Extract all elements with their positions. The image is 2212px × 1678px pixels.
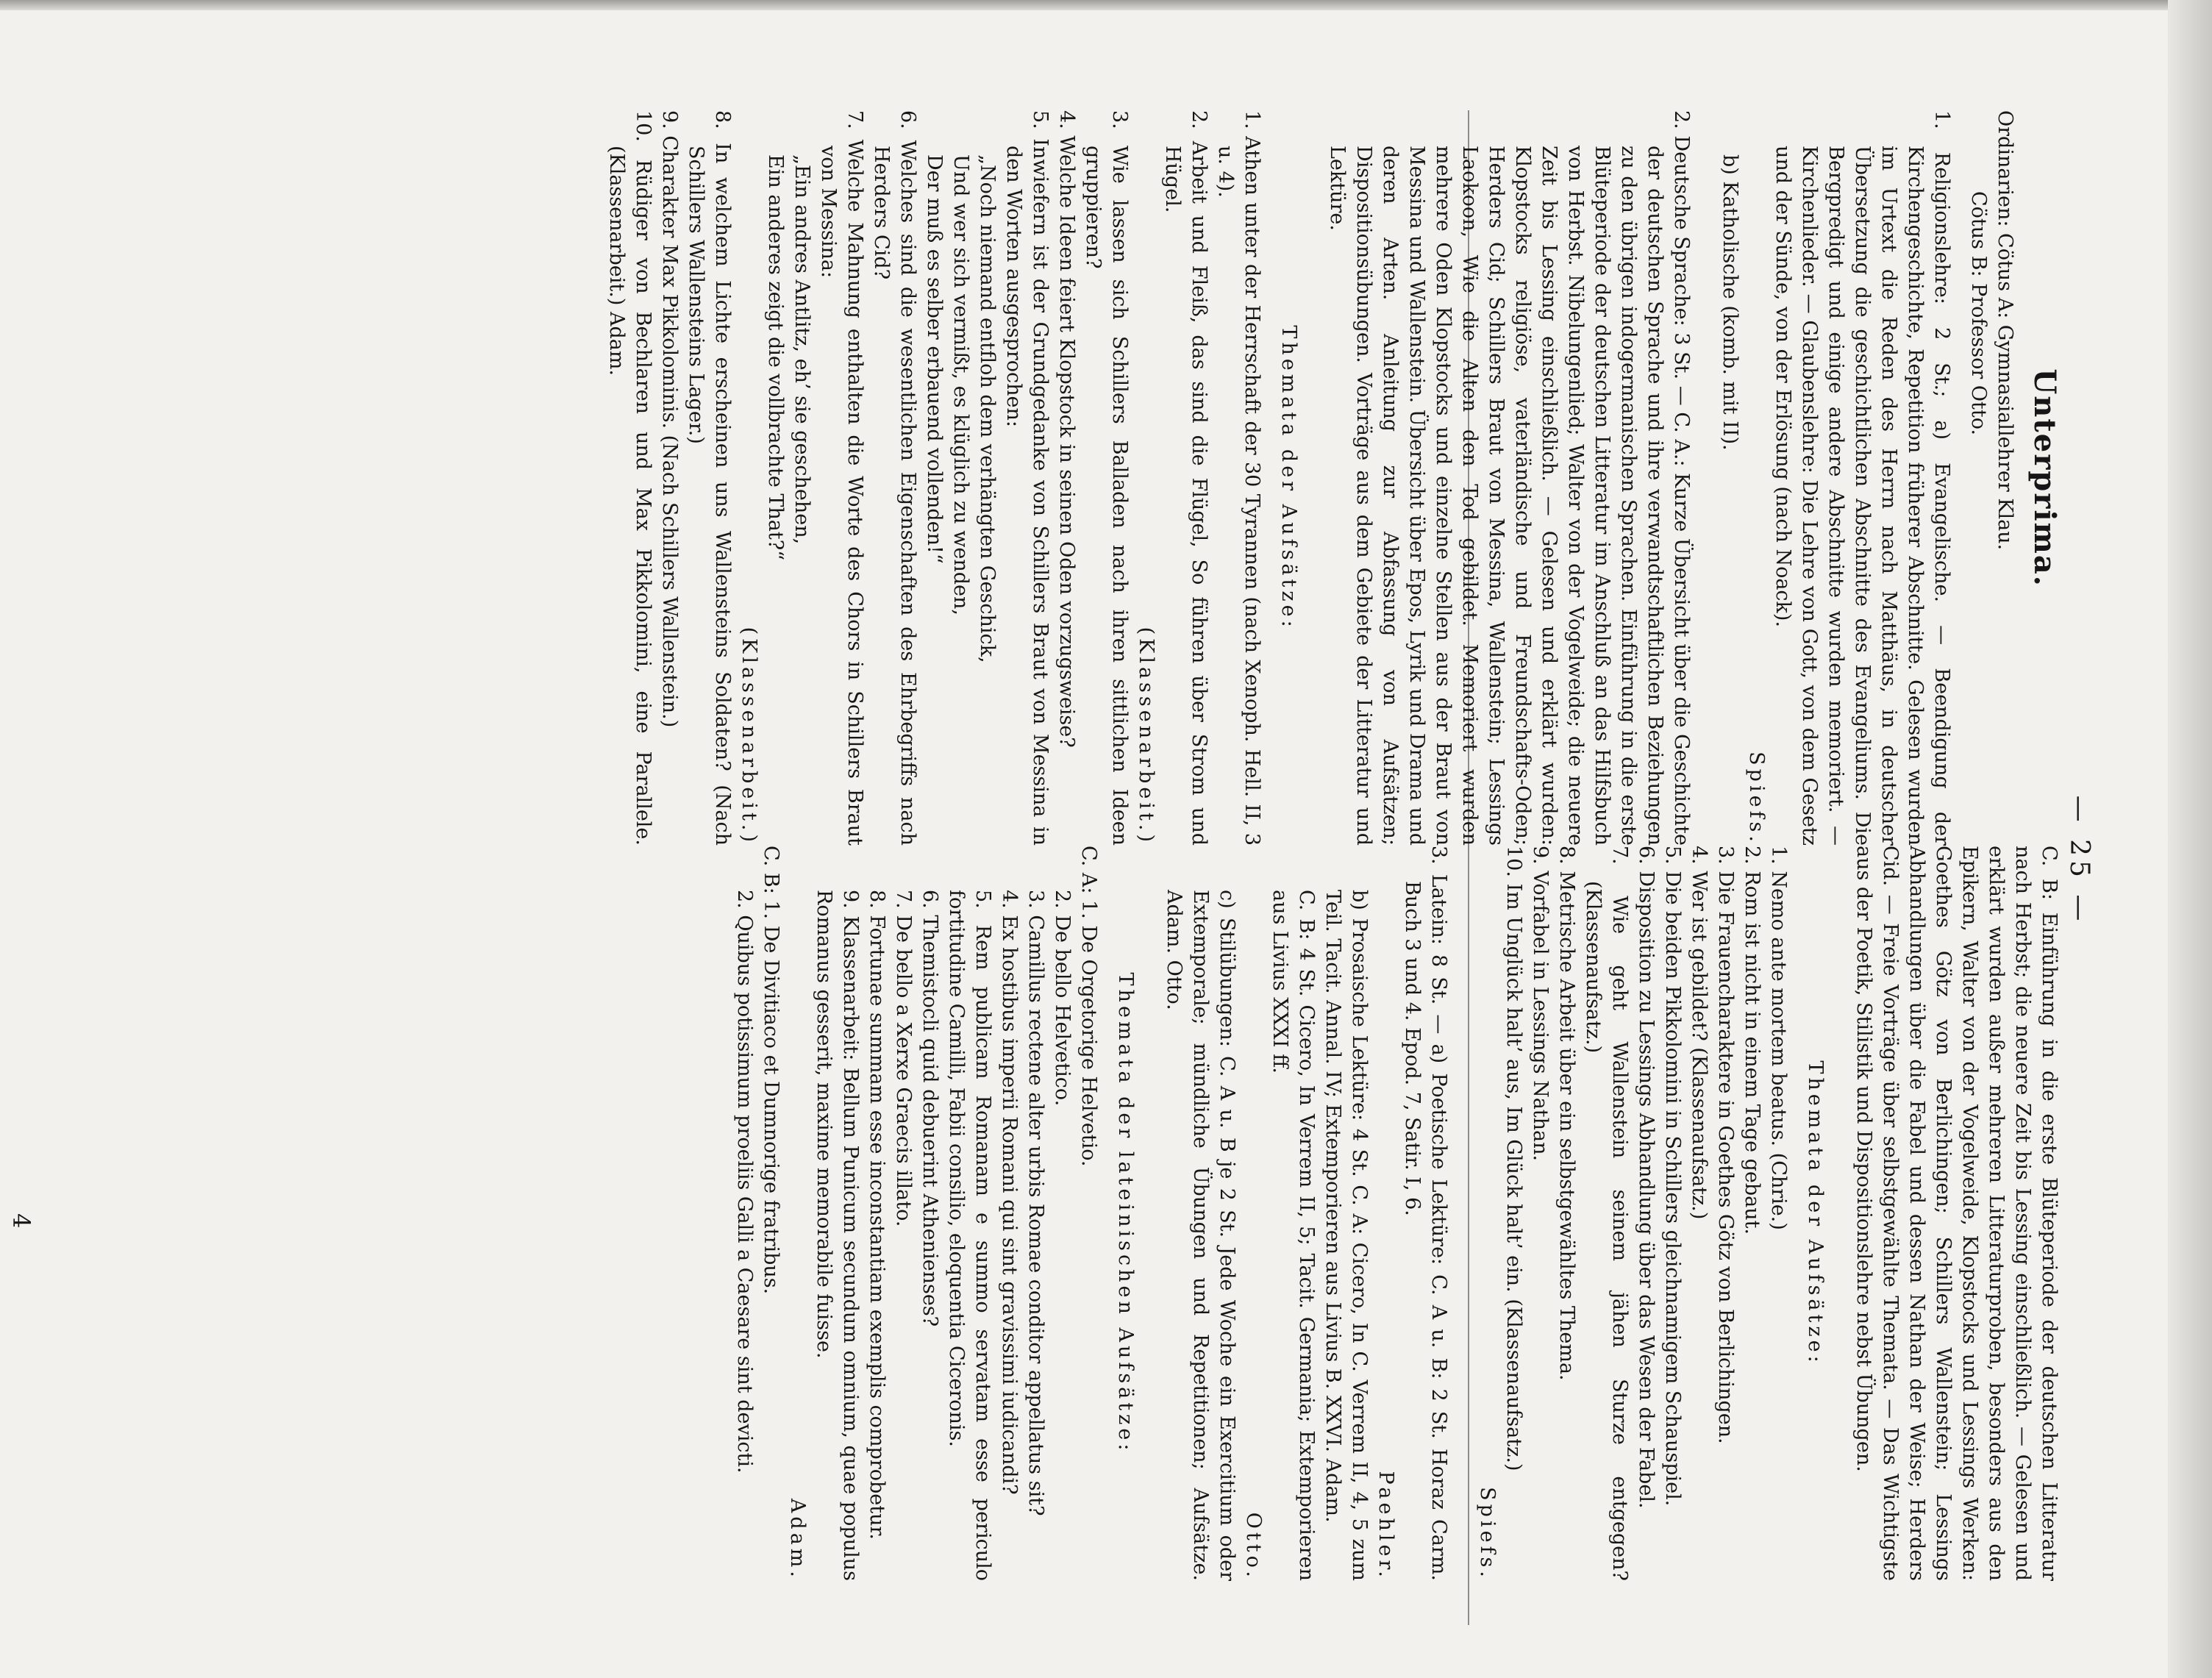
paragraph: Ein anderes zeigt die vollbrachte That?“ bbox=[764, 154, 787, 561]
left-column bbox=[603, 110, 2062, 846]
paragraph: 9. Vorfabel in Lessings Nathan. bbox=[1529, 846, 1552, 1162]
paragraph: b) Katholische (komb. mit II). bbox=[1719, 154, 1741, 451]
paragraph: (Klassenarbeit.) bbox=[738, 626, 760, 846]
paragraph: 10. Im Unglück halt’ aus, Im Glück halt’ ein. (Klassenaufsatz.) bbox=[1502, 846, 1525, 1471]
paragraph: 2. Deutsche Sprache: 3 St. — C. A.: Kurze Übersicht über die Geschichte der deutschen Sprache und ihre verwandtschaftlichen Beziehungen zu den übrigen indogermanischen Sprachen. Einführung in die erste Blüteperiode der deutschen Litteratur im Anschluß an das Hilfsbuch von Herbst. Nibelungenlied; Walter von der Vogelweide; die neuere Zeit bis Lessing einschließlich. — Gelesen und erklärt wurden: Klopstocks religiöse, vaterländische und Freundschafts-Oden; Herders Cid; Schillers Braut von Messina, Wallenstein; Lessings Laokoon, Wie die Alten den Tod gebildet. Memoriert wurden mehrere Oden Klopstocks und einzelne Stellen aus der Braut von Messina und Wallenstein. Übersicht über Epos, Lyrik und Drama und deren Arten. Anleitung zur Abfassung von Aufsätzen; Dispositionsübungen. Vorträge aus dem Gebiete der Litteratur und Lektüre. bbox=[1326, 110, 1693, 846]
paragraph: 2. Quibus potissimum proeliis Galli a Caesare sint devicti. bbox=[733, 890, 756, 1474]
paragraph: C. B: Einführung in die erste Blüteperiode der deutschen Litteratur nach Herbst; die neuere Zeit bis Lessing einschließlich. — Gelesen und erklärt wurden außer mehreren Litteraturproben, besonders aus den Epikern, Walter von der Vogelweide, Klopstocks und Lessings Werken: Goethes Götz von Berlichingen; Schillers Wallenstein; Lessings Abhandlungen über die Fabel und dessen Nathan der Weise; Herders Cid. — Freie Vorträge über selbstgewählte Themata. — Das Wichtigste aus der Poetik, Stilistik und Dispositionslehre nebst Übungen. bbox=[1852, 846, 2061, 1581]
paragraph: 4. Ex hostibus imperii Romani qui sint gravissimi iudicandi? bbox=[998, 890, 1021, 1495]
paragraph: 3. Die Frauencharaktere in Goethes Götz von Berlichingen. bbox=[1714, 846, 1737, 1444]
paragraph: Themata der lateinischen Aufsätze: bbox=[1114, 972, 1137, 1454]
paragraph: 5. Rem publicam Romanam e summo servatam esse periculo fortitudine Camilli, Fabii consilio, eloquentia Ciceronis. bbox=[945, 890, 994, 1581]
paragraph: Themata der Aufsätze: bbox=[1804, 1060, 1827, 1366]
paragraph: Themata der Aufsätze: bbox=[1277, 325, 1300, 631]
paragraph: C. B: 4 St. Cicero, In Verrem II, 5; Tacit. Germania; Extemporieren aus Livius XXXI ff. bbox=[1269, 890, 1318, 1581]
paragraph: 7. De bello a Xerxe Graecis illato. bbox=[892, 890, 915, 1227]
paragraph: 6. Themistocli quid debuerint Athenienses? bbox=[918, 890, 941, 1327]
paragraph: Otto. bbox=[1242, 1512, 1265, 1581]
paragraph: 4. Wer ist gebildet? (Klassenaufsatz.) bbox=[1688, 846, 1710, 1220]
paragraph: 8. Metrische Arbeit über ein selbstgewähltes Thema. bbox=[1555, 846, 1578, 1381]
paragraph: (Klassenarbeit.) bbox=[1135, 626, 1157, 846]
paragraph: 2. Rom ist nicht in einem Tage gebaut. bbox=[1741, 846, 1763, 1235]
paragraph: 8. In welchem Lichte erscheinen uns Wallensteins Soldaten? (Nach Schillers Wallensteins Lager.) bbox=[685, 110, 734, 846]
paragraph: Paehler. bbox=[1374, 1471, 1397, 1581]
paragraph: 7. Welche Mahnung enthalten die Worte des Chors in Schillers Braut von Messina: bbox=[817, 110, 866, 846]
paragraph: Unterprima. bbox=[2027, 368, 2062, 588]
paragraph: 4. Welche Ideen feiert Klopstock in seinen Oden vorzugsweise? bbox=[1055, 110, 1078, 748]
paragraph: 10. Rüdiger von Bechlaren und Max Pikkolomini, eine Parallele. (Klassenarbeit.) Adam. bbox=[605, 110, 654, 846]
paragraph: 1. Nemo ante mortem beatus. (Chrie.) bbox=[1767, 846, 1790, 1230]
paragraph: 8. Fortunae summam esse inconstantiam exemplis comprobetur. bbox=[866, 890, 888, 1540]
paragraph: Spiefs. bbox=[1476, 1487, 1499, 1581]
paragraph: 3. Wie lassen sich Schillers Balladen nach ihren sittlichen Ideen gruppieren? bbox=[1082, 110, 1131, 846]
signature-mark: 4 bbox=[7, 1213, 35, 1229]
paragraph: Und wer sich vermißt, es klüglich zu wenden, bbox=[949, 154, 972, 615]
paragraph: 1. Religionslehre: 2 St.; a) Evangelische. — Beendigung der Kirchengeschichte, Repetition früherer Abschnitte. Gelesen wurden im Urtext die Reden des Herrn nach Matthäus, in deutscher Übersetzung die geschichtlichen Abschnitte des Evangeliums. Die Bergpredigt und einige andere Abschnitte wurden memoriert. — Kirchenlieder. — Glaubenslehre: Die Lehre von Gott, von dem Gesetz und der Sünde, von der Erlösung (nach Noack). bbox=[1772, 110, 1953, 846]
paragraph: Adam. bbox=[786, 1498, 809, 1581]
page-number: — 25 — bbox=[2064, 795, 2094, 926]
paragraph: 2. Arbeit und Fleiß, das sind die Flügel, So führen über Strom und Hügel. bbox=[1161, 110, 1210, 846]
paragraph: 2. De bello Helvetico. bbox=[1051, 890, 1074, 1107]
paragraph: C. A: 1. De Orgetorige Helvetio. bbox=[1077, 846, 1100, 1167]
paragraph: Spiefs. bbox=[1745, 751, 1768, 846]
paragraph: 3. Latein: 8 St. — a) Poetische Lektüre: C. A u. B: 2 St. Horaz Carm. Buch 3 und 4. Epod. 7, Satir. I, 6. bbox=[1401, 846, 1450, 1581]
paragraph: 6. Welches sind die wesentlichen Eigenschaften des Ehrbegriffs nach Herders Cid? bbox=[870, 110, 919, 846]
paragraph: 5. Inwiefern ist der Grundgedanke von Schillers Braut von Messina in den Worten ausgesprochen: bbox=[1002, 110, 1052, 846]
right-column bbox=[731, 846, 2072, 1581]
paragraph: 5. Die beiden Pikkolomini in Schillers gleichnamigem Schauspiel. bbox=[1661, 846, 1684, 1507]
paragraph: c) Stilübungen: C. A u. B je 2 St. Jede Woche ein Exercitium oder Extemporale; mündliche Übungen und Repetitionen; Aufsätze. Adam. Otto. bbox=[1163, 890, 1238, 1581]
paragraph: 3. Camillus rectene alter urbis Romae conditor appellatus sit? bbox=[1024, 890, 1047, 1516]
paragraph: Der muß es selber erbauend vollenden!“ bbox=[923, 154, 946, 564]
paragraph: „Ein andres Antlitz, eh’ sie geschehen, bbox=[791, 154, 813, 545]
paragraph: „Noch niemand entfloh dem verhängten Geschick, bbox=[976, 154, 999, 663]
paragraph: Ordinarien: Cötus A: Gymnasiallehrer Klau. bbox=[1994, 110, 2016, 551]
paragraph: 7. Wie geht Wallenstein seinem jähen Sturze entgegen? (Klassenaufsatz.) bbox=[1582, 846, 1631, 1581]
paragraph: Cötus B: Professor Otto. bbox=[1967, 191, 1990, 436]
paragraph: C. B: 1. De Divitiaco et Dumnorige fratribus. bbox=[760, 846, 782, 1295]
paragraph: 9. Klassenarbeit: Bellum Punicum secundum omnium, quae populus Romanus gesserit, maxime memorabile fuisse. bbox=[813, 890, 862, 1581]
paragraph: 9. Charakter Max Pikkolominis. (Nach Schillers Wallenstein.) bbox=[658, 110, 681, 728]
paragraph: 6. Disposition zu Lessings Abhandlung über das Wesen der Fabel. bbox=[1635, 846, 1658, 1509]
paragraph: 1. Athen unter der Herrschaft der 30 Tyrannen (nach Xenoph. Hell. II, 3 u. 4). bbox=[1214, 110, 1263, 846]
paragraph: b) Prosaische Lektüre: 4 St. C. A: Cicero, In C. Verrem II, 4, 5 zum Teil. Tacit. Annal. IV; Extemporieren aus Livius B. XXVI. Adam. bbox=[1321, 890, 1371, 1581]
